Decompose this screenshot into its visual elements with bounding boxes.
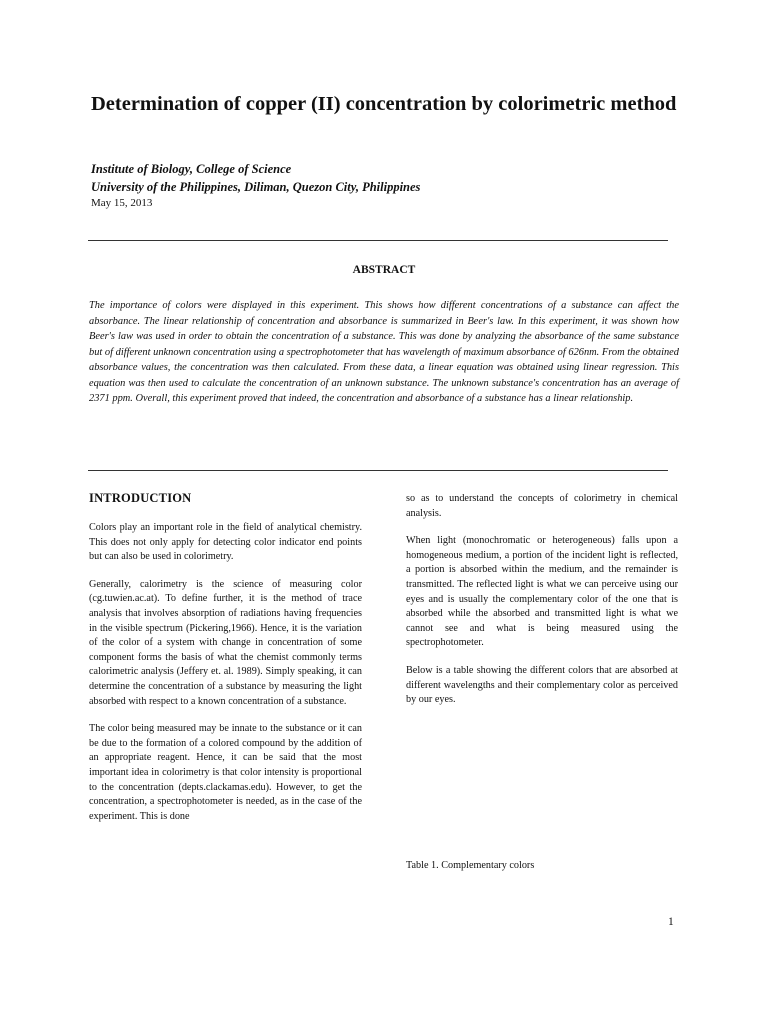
intro-paragraph: The color being measured may be innate to the substance or it can be due to the formation of a colored compound by the addition of an appropriate reagent. Hence, it can be said that the most important idea in colorimetry is that color intensity is proportional to the concentration (depts.clackamas.edu). However, to get the concentration, a spectrophotometer is needed, as in the case of the experiment. This is done (89, 723, 362, 822)
intro-paragraph: When light (monochromatic or heterogeneous) falls upon a homogeneous medium, a portion of the incident light is reflected, a portion is absorbed within the medium, and the remainder is transmitted. The reflected light is what we can perceive using our eyes and is usually the complementary color of the one that is absorbed while the absorbed and transmitted light is what we cannot see and what is being measured using the spectrophotometer. (406, 535, 678, 649)
intro-paragraph: Colors play an important role in the field of analytical chemistry. This does not only apply for detecting color indicator end points but can also be used in colorimetry. (89, 522, 362, 563)
top-divider (88, 240, 668, 241)
abstract-heading: ABSTRACT (352, 264, 416, 276)
paper-title: Determination of copper (II) concentration by colorimetric method (91, 93, 677, 115)
intro-paragraph: so as to understand the concepts of colorimetry in chemical analysis. (406, 493, 678, 519)
publication-date: May 15, 2013 (91, 197, 153, 209)
abstract-divider (88, 470, 668, 471)
institute-affiliation: Institute of Biology, College of Science (91, 162, 292, 176)
left-column (89, 490, 362, 837)
right-column (406, 492, 678, 721)
intro-paragraph: Generally, calorimetry is the science of measuring color (cg.tuwien.ac.at). To define further, it is the method of trace analysis that involves absorption of radiations having frequencies in the visible spectrum (Pickering,1966). Hence, it is the variation of the color of a system with change in concentration of some component forms the basis of what the chemist commonly terms calorimetric analysis (Jeffery et. al. 1989). Simply speaking, it can determine the concentration of a substance by measuring the light absorbed with respect to a known concentration of a substance. (89, 578, 362, 707)
intro-paragraph: Below is a table showing the different colors that are absorbed at different wavelengths and their complementary color as perceived by our eyes. (406, 664, 678, 706)
abstract-text: The importance of colors were displayed in this experiment. This shows how different concentrations of a substance can affect the absorbance. The linear relationship of concentration and absorbance is summarized in Beer's law. In this experiment, it was shown how Beer's law was used in order to obtain the concentration of a substance. This was done by analyzing the absorbance of the same substance but of different unknown concentration using a spectrophotometer that has wavelength of maximum absorbance of 626nm. From the obtained absorbance values, the concentration was then calculated. From these data, a linear equation was obtained using linear regression. This equation was then used to calculate the concentration of an unknown substance. The unknown substance's concentration has an average of 2371 ppm. Overall, this experiment proved that indeed, the concentration and absorbance of a substance has a linear relationship. (89, 300, 679, 404)
page-number: 1 (668, 916, 674, 928)
introduction-heading: INTRODUCTION (89, 491, 192, 505)
university-affiliation: University of the Philippines, Diliman, Quezon City, Philippines (91, 180, 421, 194)
table-caption: Table 1. Complementary colors (406, 860, 535, 871)
